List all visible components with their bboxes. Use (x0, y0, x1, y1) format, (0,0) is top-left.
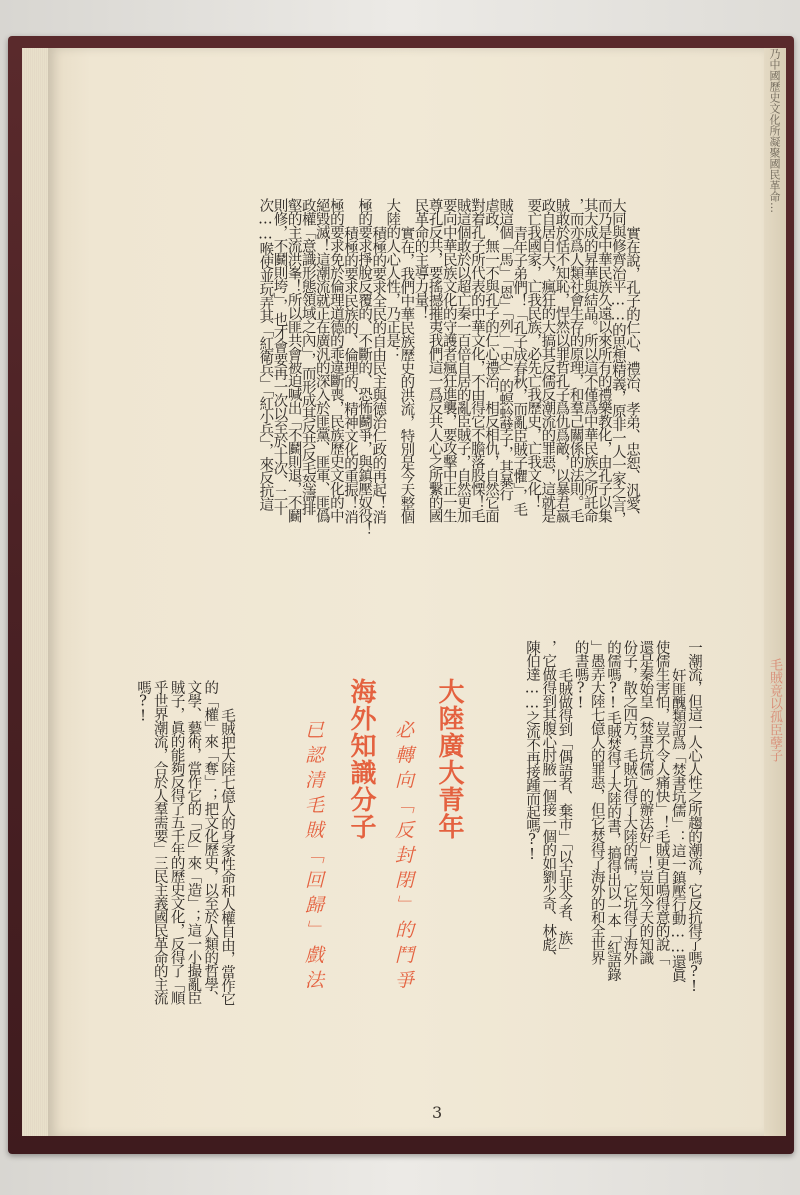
text-column: ，它做得到其腹心肘腋一個接一個的如劉少奇、林彪、 (540, 640, 557, 964)
text-column: 極的要求免於倫理道德的乖違斷喪，民族歷史文化的中 (327, 198, 344, 522)
page-number: 3 (432, 1103, 443, 1122)
text-column: 尊孔反共，要搖撼摧夷我們這一爲反共人心之所繫的國 (426, 198, 443, 522)
text-column: 還是秦始皇（焚書坑儒）的辦法好」！豈知今天的知識 (637, 640, 654, 964)
text-column: 使儒生害怕，豈不令人痛快」！毛賊更自鳴得意的說「 (653, 640, 670, 964)
text-column: 積極的要求民族的、倫理的、精神文化的重振！消 (342, 226, 358, 523)
text-column: 一潮流，但這一人心人性之所趨的潮流，它反抗得了嗎?! (686, 640, 702, 994)
text-column: 要向中華民族文化的守護者瘋狂進襲，要攻擊中正一生 (440, 198, 457, 522)
text-column: 對着孔子所代表的中華文化，不由得它不膽落股慄！毛 (468, 198, 485, 522)
text-column: 民革命的主導力量！ (412, 198, 429, 320)
text-column: 實在，我們中華民族歷史的洪流，特別是今天整個 (398, 226, 415, 523)
text-column: 陳伯達……之流不再接踵而起嗎?! (524, 640, 540, 862)
text-column: 份子，散之四方，毛賊坑得了大陸的儒，它坑得了海外 (621, 640, 638, 964)
text-column: 文學、藝術，當作它的「反」來「造」；這一小撮亂臣 (185, 680, 202, 1004)
text-column: 要亡我國家，亡我民族，必先亡我歷史，亡我文化！ (525, 198, 542, 509)
text-column: 乎世界潮流，合於人羣需要」三民主義國民革命的主流 (151, 680, 168, 1004)
text-column: 賊這個敢於以超亡秦一百倍自居的亂臣賊子，自然更加 (454, 198, 471, 522)
text-column: 毛賊做得到「偶語者、棄市」「以古非今者、族」 (556, 668, 573, 958)
text-column: 實在說，孔子的仁心、禮治、孝弟、忠恕、汎愛、 (624, 226, 640, 523)
text-column: 嗎?! (135, 680, 151, 724)
text-column: 壑的主流洪峯！所以匪共會被迫喊出「不鬬則退，不鬬 (285, 198, 302, 522)
text-column: 的儒嗎?!毛賊焚得了大陸的書，搞得出以一本「紅語錄 (605, 640, 621, 981)
text-column: 大同與修齊治平……的思想精義，原非一人一家之言， (609, 198, 626, 525)
text-column: 奸匪醜類詔爲「焚書坑儒」：這一鎮壓行動……還眞 (669, 668, 686, 982)
heading-line2: 海外知識分子 (346, 678, 376, 840)
heading-line1: 大陸廣大青年 (434, 678, 464, 840)
text-column: 賊敢於恬不知恥，悍然以罪哲孔子爲仇爲敵，以暴君嬴 (553, 198, 570, 522)
text-column: ，而亦爲人類社會生存的原理，和羣己關係的法則。毛 (567, 198, 584, 522)
text-column: 」愚弄大陸七億人的罪惡，但它焚得了海外的和全世界 (588, 640, 605, 964)
next-page-text-fragment: 乃中國歷史文化所凝聚國民革命… (768, 48, 781, 213)
text-column: 次……喉使並玩弄其「紅衛兵」「紅小兵」，來反抗這 (257, 198, 274, 511)
text-column: 毛賊把大陸七億人的身家性命和人權自由，當作它 (219, 708, 235, 1005)
text-column: 賊這個「馬」「恩」「列」「史」的螟蛉孽子，其暴行 (497, 198, 514, 501)
text-column: 積極的要求全民的自由民主與德治仁政的再起！消 (370, 226, 387, 523)
text-column: 政自居自大，瘋狂的大搞其反儒反潮流的罪惡，這就是 (539, 198, 556, 522)
next-page-red-heading-fragment: 毛賊竟以孤臣孽子 (767, 658, 782, 762)
text-column: 絕毀滅！這潮流就正在廣汎的深入於匪黨、匪軍、匪僞 (313, 198, 330, 522)
text-column: 青年子弟們！「孔子成春秋，而亂臣賊子懼」，毛 (511, 226, 528, 516)
text-column: 大陸的人心人性，乃正是： (384, 198, 401, 360)
text-column: 而乃是中華民族久遠以來所有的禮樂教化，由孔子以集 (595, 198, 612, 522)
text-column: 虐政，無一不與孔子的仁心禮治，相反相仇，自然它面 (483, 198, 499, 522)
heading-line1-subtitle: 必轉向「反封閉」的鬥爭 (392, 720, 414, 995)
text-column: 的書嗎?! (572, 640, 589, 711)
next-page-edge (764, 48, 786, 1136)
text-column: 其大成的昇華與結晶。所以這不僅爲中華民族之所託命 (581, 198, 598, 522)
text-column: 極的要求掙脫反覆的、不斷的、恐怖鬬爭，與鎮壓奴役！ (356, 198, 373, 536)
text-column: 的「權」來「奪」；把文化歷史，以至於人類的哲學、 (202, 680, 219, 1004)
heading-line2-subtitle: 已認清毛賊「回歸」戲法 (302, 720, 324, 995)
text-column: 賊子，眞的能夠反得了五千年的歷史文化，反得了「順 (168, 680, 185, 1004)
text-column: 則修，不鬬則垮」，也才會要再一次以至於十次、二十 (271, 198, 288, 515)
text-column: 政權「意識形態領域之內」，而形成其反共反毛怒濤排 (299, 198, 316, 515)
book-page (48, 48, 764, 1136)
